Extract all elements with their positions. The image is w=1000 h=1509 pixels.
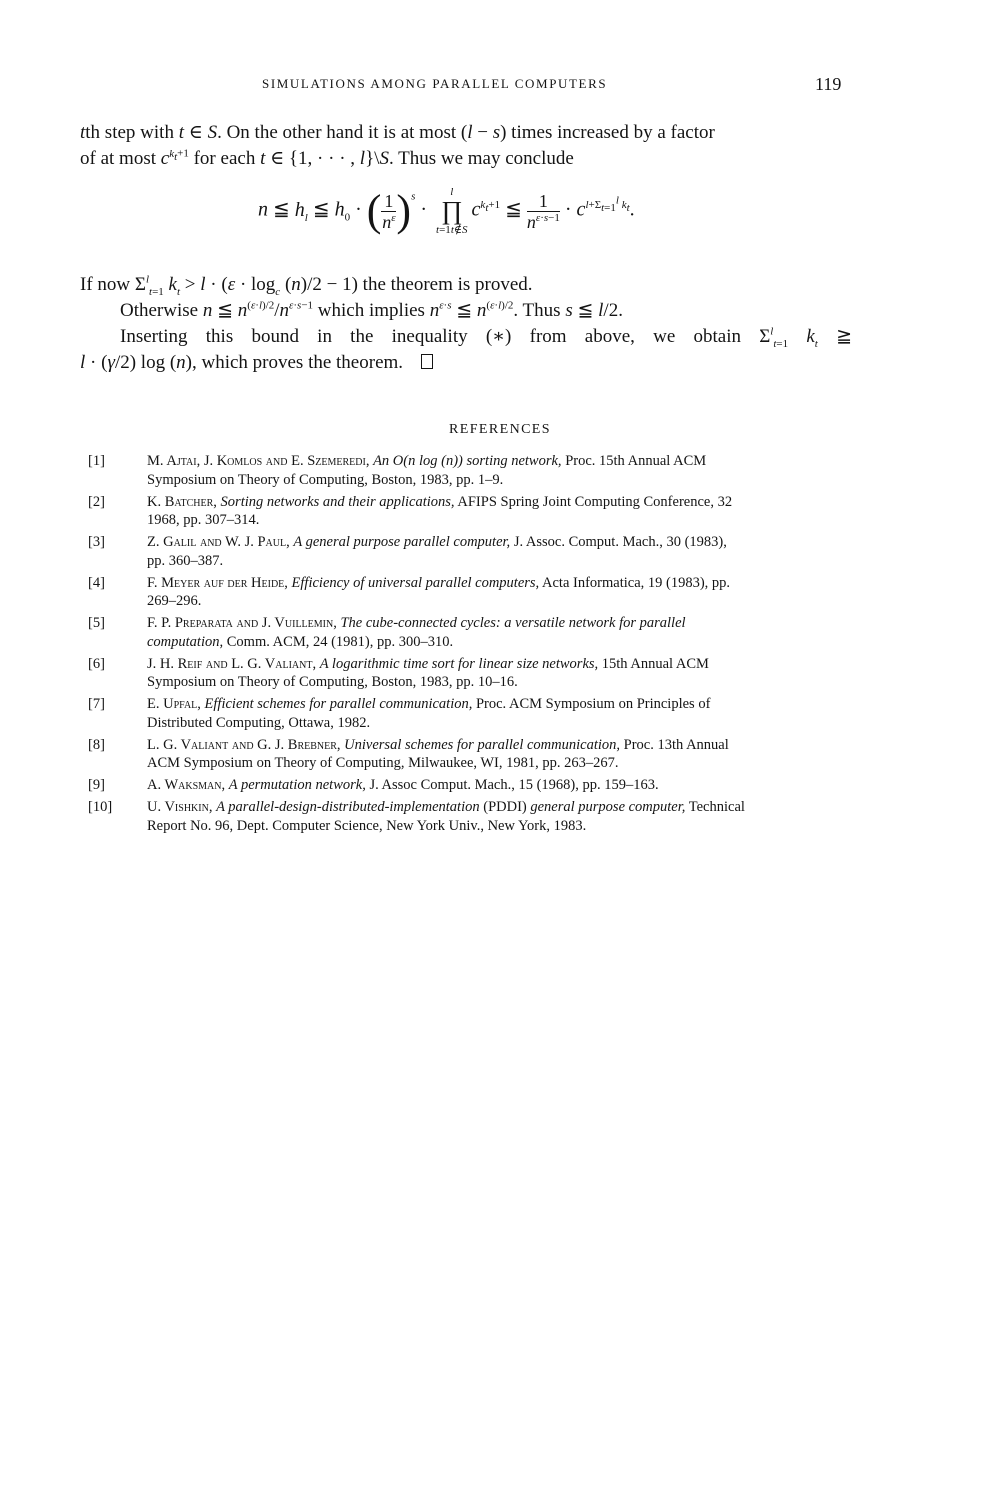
reference-number: [8] xyxy=(88,736,105,753)
display-equation xyxy=(80,174,852,266)
qed-box-icon xyxy=(421,354,433,369)
reference-item: [9] A. Waksman, A permutation network, J. Assoc Comput. Mach., 15 (1968), pp. 159–163. xyxy=(88,777,659,793)
reference-number: [10] xyxy=(88,799,113,815)
page-header xyxy=(0,74,1000,98)
reference-number: [2] xyxy=(88,493,105,510)
reference-item: [5] F. P. Preparata and J. Vuillemin, The cube-connected cycles: a versatile network for parallel computation, Comm. ACM, 24 (1981), pp. 300–310. xyxy=(88,615,686,650)
body-line-6: l · (γ/2) log (n), which proves the theorem. xyxy=(80,350,852,376)
body-line-1: tth step with t ∈ S. On the other hand it is at most (l − s) times increased by a factor xyxy=(80,122,715,143)
reference-number: [3] xyxy=(88,534,105,550)
equation-inequality-chain: n ≦ $h_l$ ≦ $h_0$ · ( $\frac{1}{n^\varepsilon}$ )$^s$ · l ∏ $t=1t\notin Sc^{k_t+1}$ ≦ $\frac{1}{n^{\varepsilon\cdot s-1}}$ · $c^{l+\Sigma_{t=1}^l k_t}$. xyxy=(258,186,635,236)
reference-item: [8] L. G. Valiant and G. J. Brebner, Universal schemes for parallel communication, Proc. 13th Annual ACM Symposium on Theory of Computing, Milwaukee, WI, 1981, pp. 263–267. xyxy=(88,736,729,771)
reference-number: [4] xyxy=(88,574,105,591)
references-title: REFERENCES xyxy=(449,422,551,437)
reference-item: [2] K. Batcher, Sorting networks and their applications, AFIPS Spring Joint Computing Conference, 32 1968, pp. 307–314. xyxy=(88,493,733,528)
reference-item: [1] M. Ajtai, J. Komlos and E. Szemeredi, An O(n log (n)) sorting network, Proc. 15th Annual ACM Symposium on Theory of Computing, Boston, 1983, pp. 1–9. xyxy=(88,453,707,488)
reference-item: [3] Z. Galil and W. J. Paul, A general purpose parallel computer, J. Assoc. Comput. Mach., 30 (1983), pp. 360–387. xyxy=(88,534,727,569)
body-line-5: Inserting this bound in the inequality (∗) from above, we obtain $\Sigma^l_{t=1}$ $k_t$ ≧ xyxy=(120,325,853,350)
reference-item: [10] U. Vishkin, A parallel-design-distributed-implementation (PDDI) general purpose computer, Technical Report No. 96, Dept. Computer Science, New York Univ., New York, 1983. xyxy=(88,799,745,834)
reference-item: [6] J. H. Reif and L. G. Valiant, A logarithmic time sort for linear size networks, 15th Annual ACM Symposium on Theory of Computing, Boston, 1983, pp. 10–16. xyxy=(88,655,709,690)
references-list xyxy=(80,452,855,839)
reference-number: [6] xyxy=(88,655,105,672)
body-line-2: of at most $c^{k_t+1}$ for each t ∈ {1, · · · , l}\S. Thus we may conclude xyxy=(80,147,574,169)
page-number: 119 xyxy=(815,74,842,94)
proof-text xyxy=(80,120,852,376)
reference-number: [9] xyxy=(88,777,105,793)
body-line-4: Otherwise n ≦ $n^{(\varepsilon\cdot l)/2}/n^{\varepsilon\cdot s-1}$ which implies $n^{\varepsilon\cdot s}$ ≦ $n^{(\varepsilon\cdot l)/2}$. Thus s ≦ l/2. xyxy=(120,299,623,321)
reference-item: [4] F. Meyer auf der Heide, Efficiency of universal parallel computers, Acta Informatica, 19 (1983), pp. 269–296. xyxy=(88,574,731,609)
reference-number: [1] xyxy=(88,453,105,469)
body-line-3: If now $\Sigma^l_{t=1}$ $k_t > l \cdot (\varepsilon \cdot \log_c (n)/2 - 1)$ the theorem is proved. xyxy=(80,273,533,298)
reference-number: [5] xyxy=(88,615,105,631)
reference-number: [7] xyxy=(88,696,105,712)
running-head: SIMULATIONS AMONG PARALLEL COMPUTERS xyxy=(262,76,608,91)
reference-item: [7] E. Upfal, Efficient schemes for parallel communication, Proc. ACM Symposium on Principles of Distributed Computing, Ottawa, 1982. xyxy=(88,696,711,731)
